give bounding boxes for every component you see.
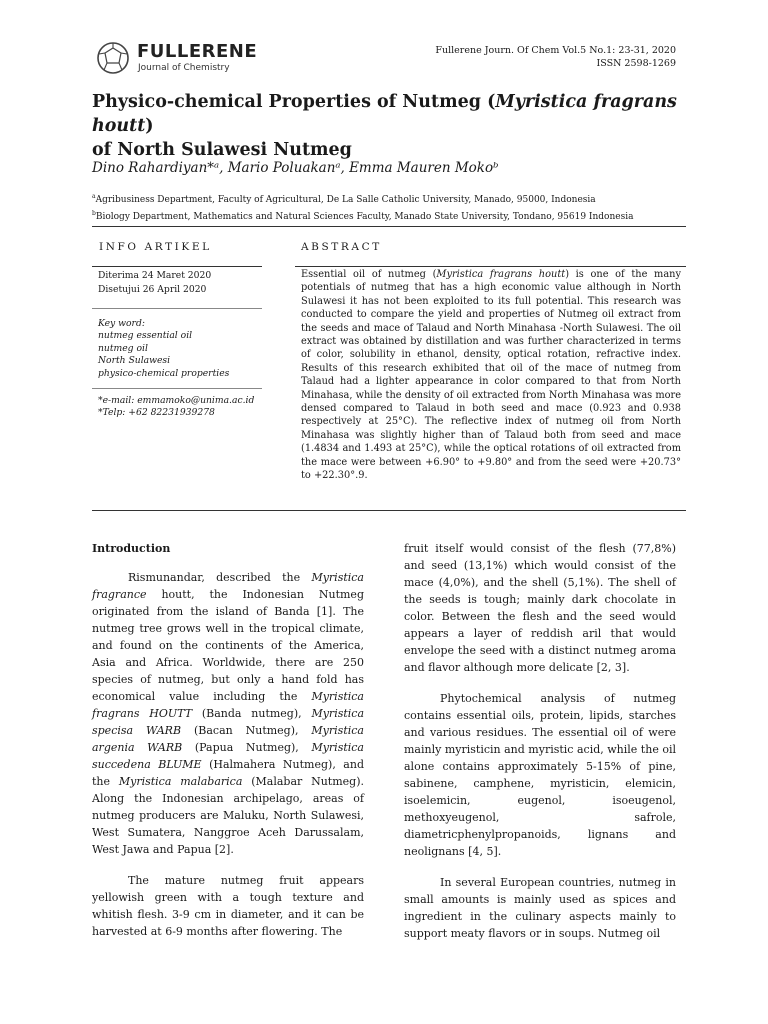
keyword-item: nutmeg essential oil (98, 330, 193, 342)
journal-citation-block (435, 44, 676, 70)
accepted-date: Disetujui 26 April 2020 (98, 284, 207, 296)
keyword-label: Key word: (98, 318, 145, 329)
affiliation-a: $^a$Agribusiness Department, Faculty of Agricultural, De La Salle Catholic University, Manado, 95000, Indonesia (92, 193, 596, 205)
article-dates (98, 270, 211, 297)
abstract-heading: ABSTRACT (301, 241, 382, 253)
journal-citation: Fullerene Journ. Of Chem Vol.5 No.1: 23-31, 2020 (435, 45, 676, 56)
section-heading-introduction: Introduction (92, 542, 171, 555)
abstract-text: Essential oil of nutmeg (Myristica fragrans houtt) is one of the many potentials of nutmeg that has a high economic value although in North Sulawesi it has not been exploited to its full potential. This research was conducted to compare the yield and properties of Nutmeg oil extract from the seeds and mace of Talaud and North Minahasa -North Sulawesi. The oil extract was obtained by distillation and was further characterized in terms of color, solubility in ethanol, density, optical rotation, refractive index. Results of this research exhibited that oil of the mace of nutmeg from Talaud had a lighter appearance in color compared to that from North Minahasa, while the density of oil extracted from North Minahasa was more densed compared to Talaud in both seed and mace (0.923 and 0.938 respectively at 25°C). The reflective index of nutmeg oil from North Minahasa was slightly higher than of Talaud both from seed and mace (1.4834 and 1.493 at 25°C), while the optical rotations of oil extracted from the mace were between +6.90° to +9.80° and from the seed were +20.73° to +22.30°.9. (301, 269, 681, 482)
received-date: Diterima 24 Maret 2020 (98, 270, 212, 281)
paper-title: Physico-chemical Properties of Nutmeg (Myristica fragrans houtt) of North Sulawesi Nutmeg (92, 92, 677, 160)
abstract-bottom-rule (92, 510, 686, 511)
paragraph: Phytochemical analysis of nutmeg contains essential oils, protein, lipids, starches and various residues. The essential oil of were mainly myristicin and myristic acid, while the oil alone contains approximately 5-15% of pine, sabinene, camphene, myristicin, elemicin, isoelemicin, eugenol, isoeugenol, methoxyeugenol, safrole, diametricphenylpropanoids, lignans and neolignans [4, 5]. (404, 692, 676, 858)
logo-name: FULLERENE (137, 41, 258, 62)
affiliation-b: $^b$Biology Department, Mathematics and Natural Sciences Faculty, Manado State University, Tondano, 95619 Indonesia (92, 210, 634, 222)
paragraph: Rismunandar, described the Myristica fragrance houtt, the Indonesian Nutmeg originated from the island of Banda [1]. The nutmeg tree grows well in the tropical climate, and found on the continents of the America, Asia and Africa. Worldwide, there are 250 species of nutmeg, but only a hand fold has economical value including the Myristica fragrans HOUTT (Banda nutmeg), Myristica specisa WARB (Bacan Nutmeg), Myristica argenia WARB (Papua Nutmeg), Myristica succedena BLUME (Halmahera Nutmeg), and the Myristica malabarica (Malabar Nutmeg). Along the Indonesian archipelago, areas of nutmeg producers are Maluku, North Sulawesi, West Sumatera, Nanggroe Aceh Darussalam, West Jawa and Papua [2]. (92, 571, 365, 856)
authors: Dino Rahardiyan*ᵃ, Mario Poluakanᵃ, Emma Mauren Mokoᵇ (92, 160, 499, 176)
header-rule (92, 226, 686, 227)
info-rule (92, 266, 262, 267)
keywords-block (98, 318, 229, 380)
left-column (92, 540, 364, 954)
contact-block (98, 395, 254, 420)
dates-rule (92, 308, 262, 309)
paragraph: In several European countries, nutmeg in small amounts is mainly used as spices and ingredient in the culinary aspects mainly to support meaty flavors or in soups. Nutmeg oil (404, 876, 676, 940)
keyword-item: physico-chemical properties (98, 367, 230, 379)
journal-logo (95, 40, 258, 76)
fullerene-logo-icon (95, 40, 131, 76)
paragraph: fruit itself would consist of the flesh (77,8%) and seed (13,1%) which would consist of the mace (4,0%), and the shell (5,1%). The shell of the seeds is tough; mainly dark chocolate in color. Between the flesh and the seed would appears a layer of reddish aril that would envelope the seed with a distinct nutmeg aroma and flavor although more delicate [2, 3]. (404, 542, 676, 674)
abstract-rule (295, 266, 686, 267)
logo-subtitle: Journal of Chemistry (138, 63, 230, 73)
affiliations (92, 190, 633, 224)
info-heading: INFO ARTIKEL (99, 241, 212, 253)
keyword-item: North Sulawesi (98, 355, 171, 367)
contact-phone: *Telp: +62 82231939278 (98, 407, 215, 419)
journal-issn: ISSN 2598-1269 (596, 58, 676, 69)
contact-email[interactable]: *e-mail: emmamoko@unima.ac.id (98, 395, 255, 406)
keyword-item: nutmeg oil (98, 342, 148, 354)
keywords-rule (92, 388, 262, 389)
right-column (404, 540, 676, 956)
paragraph: The mature nutmeg fruit appears yellowish green with a tough texture and whitish flesh. 3-9 cm in diameter, and it can be harvested at 6-9 months after flowering. The (92, 874, 364, 938)
